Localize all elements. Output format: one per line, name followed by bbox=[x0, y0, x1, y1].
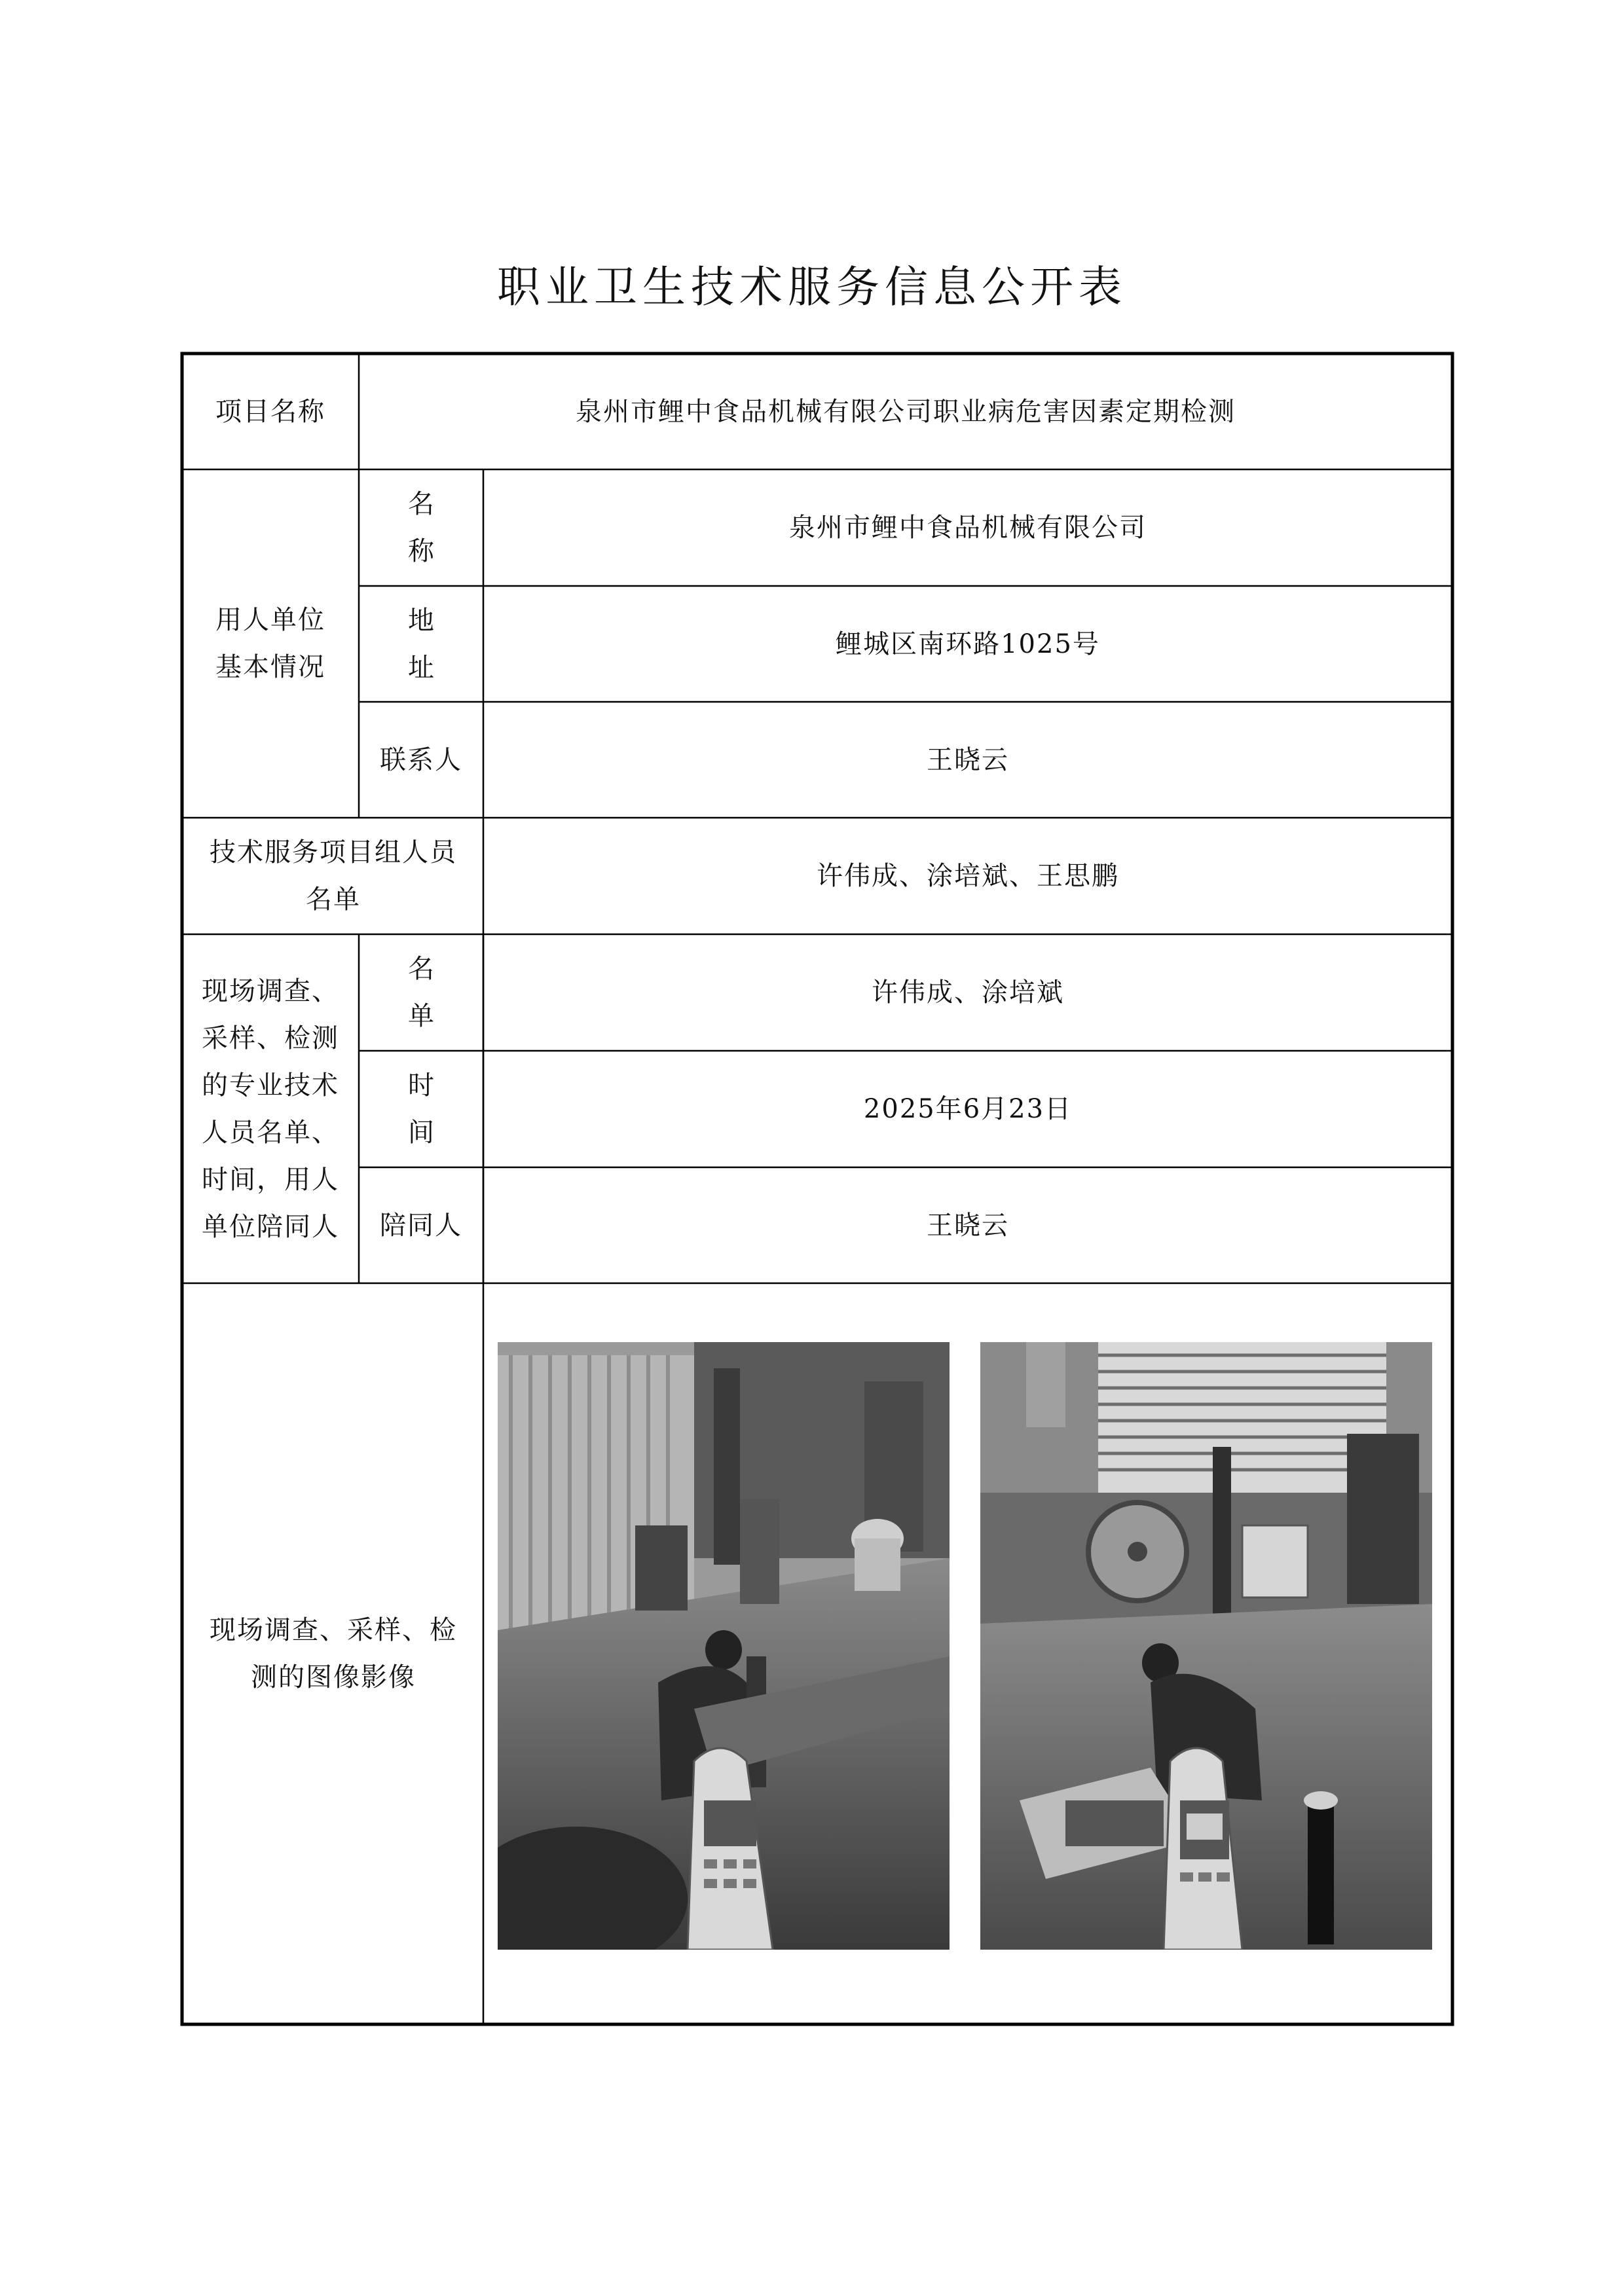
employer-label: 用人单位基本情况 bbox=[215, 605, 325, 682]
employer-address-value: 鲤城区南环路1025号 bbox=[836, 629, 1100, 659]
site-photo-2 bbox=[980, 1342, 1432, 1950]
survey-escort-value: 王晓云 bbox=[927, 1210, 1009, 1241]
survey-escort-label: 陪同人 bbox=[380, 1210, 462, 1241]
images-label: 现场调查、采样、检测的图像影像 bbox=[210, 1615, 457, 1692]
employer-contact-label: 联系人 bbox=[380, 744, 462, 775]
survey-names-value: 许伟成、涂培斌 bbox=[872, 977, 1064, 1008]
project-name-label: 项目名称 bbox=[215, 396, 325, 427]
survey-time-label: 时 间 bbox=[408, 1070, 475, 1148]
team-label: 技术服务项目组人员名单 bbox=[210, 837, 457, 915]
employer-contact-value: 王晓云 bbox=[927, 744, 1009, 775]
employer-name-label: 名 称 bbox=[408, 489, 475, 566]
survey-time-value: 2025年6月23日 bbox=[863, 1094, 1073, 1124]
survey-label: 现场调查、采样、检测的专业技术人员名单、时间，用人单位陪同人 bbox=[202, 975, 339, 1242]
project-name-value: 泉州市鲤中食品机械有限公司职业病危害因素定期检测 bbox=[576, 396, 1236, 427]
employer-name-value: 泉州市鲤中食品机械有限公司 bbox=[789, 513, 1147, 543]
site-photo-1 bbox=[498, 1342, 950, 1950]
page-title: 职业卫生技术服务信息公开表 bbox=[497, 262, 1127, 312]
employer-address-label: 地 址 bbox=[408, 605, 475, 683]
team-value: 许伟成、涂培斌、王思鹏 bbox=[817, 861, 1119, 891]
survey-names-label: 名 单 bbox=[408, 954, 475, 1031]
